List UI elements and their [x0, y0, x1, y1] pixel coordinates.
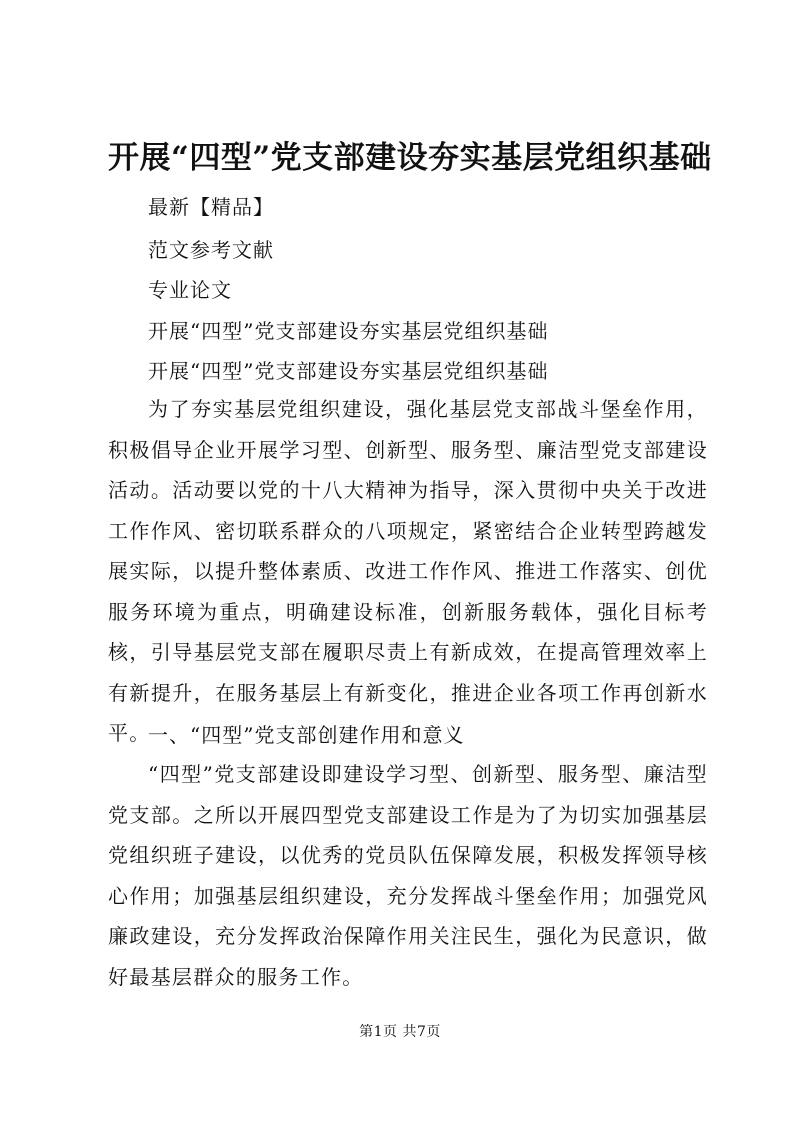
document-title: 开展“四型”党支部建设夯实基层党组织基础	[108, 140, 712, 176]
meta-line-category: 专业论文	[148, 278, 232, 302]
body-paragraph-intro: 为了夯实基层党组织建设，强化基层党支部战斗堡垒作用，积极倡导企业开展学习型、创新型、服务型、廉洁型党支部建设活动。活动要以党的十八大精神为指导，深入贯彻中央关于改进工作作风、密切联系群众的八项规定，紧密结合企业转型跨越发展实际，以提升整体素质、改进工作作风、推进工作落实、创优服务环境为重点，明确建设标准，创新服务载体，强化目标考核，引导基层党支部在履职尽责上有新成效，在提高管理效率上有新提升，在服务基层上有新变化，推进企业各项工作再创新水平。	[108, 397, 708, 745]
meta-line-title-repeat-2: 开展“四型”党支部建设夯实基层党组织基础	[148, 359, 549, 383]
body-paragraph-section: “四型”党支部建设即建设学习型、创新型、服务型、廉洁型党支部。之所以开展四型党支部建设工作是为了为切实加强基层党组织班子建设，以优秀的党员队伍保障发展，积极发挥领导核心作用；加强基层组织建设，充分发挥战斗堡垒作用；加强党风廉政建设，充分发挥政治保障作用关注民生，强化为民意识，做好最基层群众的服务工作。	[108, 762, 708, 989]
meta-line-reference: 范文参考文献	[148, 238, 274, 262]
meta-line-title-repeat-1: 开展“四型”党支部建设夯实基层党组织基础	[148, 319, 549, 343]
meta-line-latest: 最新【精品】	[148, 195, 274, 219]
page-footer: 第1页 共7页	[359, 1024, 441, 1040]
section-heading: 一、“四型”党支部创建作用和意义	[148, 723, 465, 747]
